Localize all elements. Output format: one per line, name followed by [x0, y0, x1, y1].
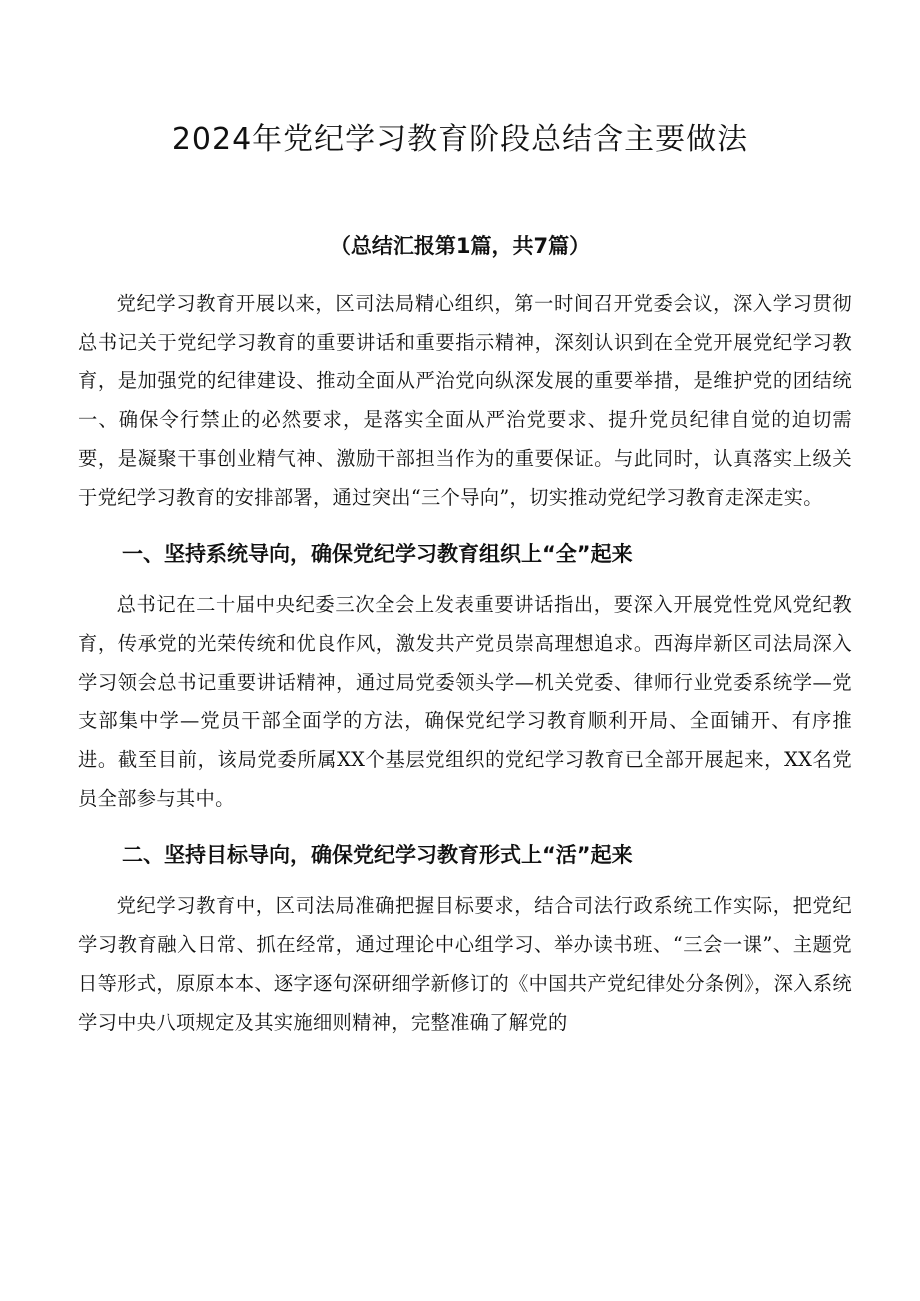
document-subtitle: （总结汇报第1篇，共7篇）: [329, 234, 591, 258]
document-title: 2024年党纪学习教育阶段总结含主要做法: [171, 122, 749, 157]
section-1-paragraph: 总书记在二十届中央纪委三次全会上发表重要讲话指出，要深入开展党性党风党纪教育，传承党的光荣传统和优良作风，激发共产党员崇高理想追求。西海岸新区司法局深入学习领会总书记重要讲话精神，通过局党委领头学—机关党委、律师行业党委系统学—党支部集中学—党员干部全面学的方法，确保党纪学习教育顺利开局、全面铺开、有序推进。截至目前，该局党委所属XX个基层党组织的党纪学习教育已全部开展起来，XX名党员全部参与其中。: [78, 593, 852, 810]
document-body: [78, 285, 852, 1042]
intro-paragraph: 党纪学习教育开展以来，区司法局精心组织，第一时间召开党委会议，深入学习贯彻总书记关于党纪学习教育的重要讲话和重要指示精神，深刻认识到在全党开展党纪学习教育，是加强党的纪律建设、推动全面从严治党向纵深发展的重要举措，是维护党的团结统一、确保令行禁止的必然要求，是落实全面从严治党要求、提升党员纪律自觉的迫切需要，是凝聚干事创业精气神、激励干部担当作为的重要保证。与此同时，认真落实上级关于党纪学习教育的安排部署，通过突出“三个导向”，切实推动党纪学习教育走深走实。: [78, 292, 852, 509]
section-2-paragraph: 党纪学习教育中，区司法局准确把握目标要求，结合司法行政系统工作实际，把党纪学习教育融入日常、抓在经常，通过理论中心组学习、举办读书班、“三会一课”、主题党日等形式，原原本本、逐字逐句深研细学新修订的《中国共产党纪律处分条例》，深入系统学习中央八项规定及其实施细则精神，完整准确了解党的: [78, 894, 852, 1034]
section-1-heading: 一、坚持系统导向，确保党纪学习教育组织上“全”起来: [122, 542, 633, 567]
section-2-heading: 二、坚持目标导向，确保党纪学习教育形式上“活”起来: [122, 843, 633, 868]
